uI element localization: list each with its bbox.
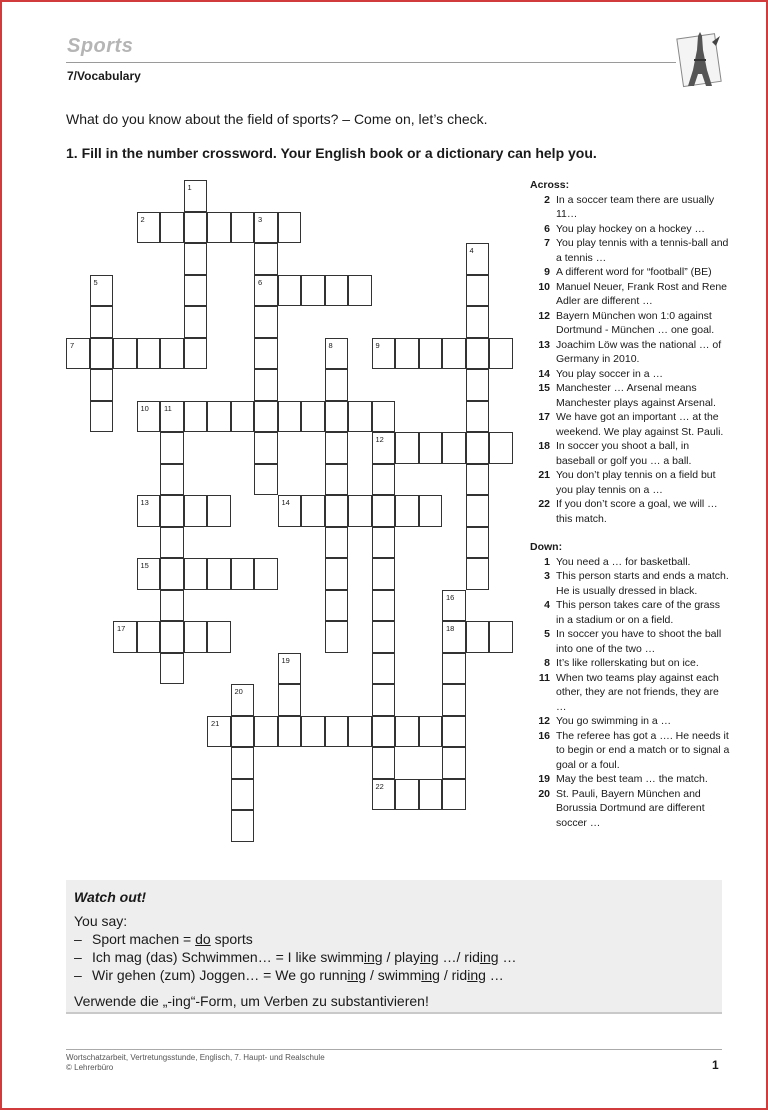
crossword-cell[interactable]: [160, 212, 184, 244]
crossword-cell[interactable]: [113, 338, 137, 370]
clue-number: 6: [258, 277, 263, 287]
clue-number: 9: [375, 340, 380, 350]
crossword-cell[interactable]: [442, 621, 466, 653]
clue-number: 8: [544, 657, 550, 669]
clue-number: 11: [164, 403, 172, 413]
crossword-cell[interactable]: [466, 558, 490, 590]
crossword-cell[interactable]: [442, 716, 466, 748]
across-clue: [530, 338, 730, 367]
clue-number: 12: [375, 435, 384, 444]
crossword-cell[interactable]: [301, 401, 325, 433]
crossword-cell[interactable]: [372, 432, 396, 464]
crossword-cell[interactable]: [419, 338, 443, 370]
crossword-cell[interactable]: [466, 432, 490, 464]
crossword-cell[interactable]: [466, 464, 490, 496]
across-clue: [530, 468, 730, 497]
clue-text: The referee has got a …. He needs it to begin or end a match or to signal a goal or a foul.: [556, 729, 730, 771]
crossword-cell[interactable]: [442, 653, 466, 685]
clue-text: St. Pauli, Bayern München and Borussia Dortmund are different soccer …: [556, 787, 705, 829]
across-clue: [530, 309, 730, 338]
crossword-cell[interactable]: [325, 401, 349, 433]
crossword-cell[interactable]: [184, 306, 208, 338]
crossword-cell[interactable]: [137, 401, 161, 433]
crossword-cell[interactable]: [254, 275, 278, 307]
across-clue: [530, 381, 730, 410]
crossword-cell[interactable]: [325, 338, 349, 370]
clue-text: In soccer you shoot a ball, in baseball or golf you … a ball.: [556, 440, 692, 467]
header-divider: [66, 62, 676, 63]
crossword-cell[interactable]: [184, 495, 208, 527]
crossword-cell[interactable]: [466, 275, 490, 307]
crossword-cell[interactable]: [90, 275, 114, 307]
crossword-cell[interactable]: [325, 369, 349, 401]
crossword-cell[interactable]: [254, 716, 278, 748]
crossword-cell[interactable]: [278, 684, 302, 716]
footer-divider: [66, 1049, 722, 1050]
crossword-cell[interactable]: [231, 212, 255, 244]
across-clue: [530, 193, 730, 222]
down-clue: [530, 772, 730, 787]
crossword-cell[interactable]: [254, 464, 278, 496]
crossword-cell[interactable]: [254, 369, 278, 401]
crossword-cell[interactable]: [90, 338, 114, 370]
crossword-cell[interactable]: [160, 527, 184, 559]
watch-line-1: – Sport machen = do sports: [74, 931, 253, 947]
crossword-cell[interactable]: [278, 401, 302, 433]
page-number: 1: [712, 1058, 719, 1072]
across-clue: [530, 280, 730, 309]
clue-number: 10: [538, 280, 550, 293]
crossword-cell[interactable]: [372, 747, 396, 779]
footer-credits: [66, 1053, 325, 1073]
crossword-cell[interactable]: [442, 779, 466, 811]
clue-number: 18: [446, 624, 455, 633]
crossword-cell[interactable]: [278, 495, 302, 527]
crossword-cell[interactable]: [372, 653, 396, 685]
crossword-cell[interactable]: [395, 338, 419, 370]
clue-number: 1: [544, 555, 550, 568]
crossword-cell[interactable]: [442, 747, 466, 779]
crossword-cell[interactable]: [184, 180, 208, 212]
across-clues: [530, 193, 730, 527]
clue-number: 10: [140, 403, 149, 413]
clue-number: 22: [375, 781, 384, 791]
down-clues: [530, 555, 730, 831]
down-clue: [530, 714, 730, 729]
crossword-cell[interactable]: [160, 621, 184, 653]
crossword-cell[interactable]: [137, 338, 161, 370]
crossword-cell[interactable]: [325, 590, 349, 622]
crossword-cell[interactable]: [419, 716, 443, 748]
across-clue: [530, 222, 730, 237]
crossword-cell[interactable]: [160, 338, 184, 370]
clue-text: This person takes care of the grass in a stadium or on a field.: [556, 599, 720, 626]
crossword-cell[interactable]: [442, 338, 466, 370]
clue-number: 16: [538, 729, 550, 742]
crossword-cell[interactable]: [184, 243, 208, 275]
crossword-cell[interactable]: [278, 716, 302, 748]
crossword-cell[interactable]: [184, 401, 208, 433]
crossword-cell[interactable]: [372, 621, 396, 653]
across-heading: Across:: [530, 179, 570, 191]
crossword-cell[interactable]: [160, 464, 184, 496]
crossword-cell[interactable]: [466, 621, 490, 653]
clue-number: 2: [544, 193, 550, 206]
crossword-cell[interactable]: [231, 684, 255, 716]
crossword-cell[interactable]: [372, 495, 396, 527]
clue-number: 4: [469, 246, 474, 255]
crossword-cell[interactable]: [348, 275, 372, 307]
clue-text: In a soccer team there are usually 11…: [556, 193, 715, 220]
across-clue: [530, 236, 730, 265]
clue-text: It’s like rollerskating but on ice.: [556, 657, 699, 669]
crossword-cell[interactable]: [231, 558, 255, 590]
crossword-cell[interactable]: [466, 306, 490, 338]
task-instruction: 1. Fill in the number crossword. Your English book or a dictionary can help you.: [66, 145, 597, 161]
crossword-cell[interactable]: [231, 401, 255, 433]
crossword-cell[interactable]: [207, 495, 231, 527]
crossword-cell[interactable]: [278, 653, 302, 685]
clue-number: 7: [544, 237, 550, 249]
clue-text: When two teams play against each other, they are not friends, they are …: [556, 671, 719, 713]
clue-text: We have got an important … at the weekend. We play against St. Pauli.: [556, 411, 724, 438]
crossword-cell[interactable]: [489, 621, 513, 653]
crossword-cell[interactable]: [325, 275, 349, 307]
clue-number: 5: [93, 277, 98, 287]
clue-number: 18: [538, 440, 550, 452]
clue-number: 8: [328, 340, 333, 350]
across-clue: [530, 265, 730, 280]
crossword-cell[interactable]: [325, 495, 349, 527]
clue-number: 20: [538, 787, 550, 800]
crossword-cell[interactable]: [207, 212, 231, 244]
crossword-cell[interactable]: [160, 653, 184, 685]
clue-text: Manchester … Arsenal means Manchester plays against Arsenal.: [556, 382, 716, 409]
crossword-cell[interactable]: [466, 369, 490, 401]
clue-text: If you don’t score a goal, we will … this match.: [556, 498, 718, 525]
crossword-cell[interactable]: [348, 401, 372, 433]
clue-number: 13: [140, 498, 149, 507]
crossword-cell[interactable]: [254, 338, 278, 370]
crossword-cell[interactable]: [325, 716, 349, 748]
watch-line-3: – Wir gehen (zum) Joggen… = We go running / swimming / riding …: [74, 967, 504, 983]
crossword-cell[interactable]: [207, 558, 231, 590]
clue-number: 17: [117, 624, 126, 633]
crossword-cell[interactable]: [231, 747, 255, 779]
clue-text: You don’t play tennis on a field but you play tennis on a …: [556, 469, 716, 496]
clue-number: 15: [538, 382, 550, 394]
intro-question: What do you know about the field of sports? – Come on, let’s check.: [66, 111, 488, 127]
clue-number: 19: [538, 773, 550, 785]
clue-text: A different word for “football” (BE): [556, 266, 712, 278]
crossword-cell[interactable]: [395, 716, 419, 748]
clue-number: 11: [538, 671, 550, 684]
crossword-cell[interactable]: [419, 779, 443, 811]
clue-number: 17: [538, 411, 550, 423]
page-title: Sports: [67, 35, 134, 57]
down-clue: [530, 656, 730, 671]
footer-line-2: © Lehrerbüro: [66, 1063, 114, 1072]
crossword-cell[interactable]: [466, 338, 490, 370]
crossword-cell[interactable]: [184, 275, 208, 307]
crossword-cell[interactable]: [348, 716, 372, 748]
crossword-cell[interactable]: [160, 495, 184, 527]
crossword-cell[interactable]: [466, 243, 490, 275]
down-heading: Down:: [530, 541, 563, 553]
watch-out-title: Watch out!: [74, 889, 147, 905]
crossword-cell[interactable]: [254, 558, 278, 590]
down-clue: [530, 787, 730, 831]
down-clue: [530, 729, 730, 773]
crossword-cell[interactable]: [489, 338, 513, 370]
clue-text: This person starts and ends a match. He is usually dressed in black.: [556, 570, 729, 597]
crossword-cell[interactable]: [442, 684, 466, 716]
crossword-cell[interactable]: [278, 275, 302, 307]
crossword-cell[interactable]: [372, 779, 396, 811]
crossword-cell[interactable]: [254, 432, 278, 464]
watch-rule: Verwende die „-ing“-Form, um Verben zu substantivieren!: [74, 993, 429, 1009]
across-clue: [530, 367, 730, 382]
across-clue: [530, 439, 730, 468]
crossword-cell[interactable]: [372, 684, 396, 716]
crossword-cell[interactable]: [372, 590, 396, 622]
clue-number: 16: [446, 592, 455, 602]
crossword-cell[interactable]: [113, 621, 137, 653]
crossword-cell[interactable]: [90, 401, 114, 433]
crossword-cell[interactable]: [184, 558, 208, 590]
clue-number: 7: [70, 340, 75, 350]
clue-number: 21: [211, 718, 220, 728]
down-clue: [530, 671, 730, 715]
clue-number: 2: [140, 214, 145, 224]
clue-text: You play tennis with a tennis-ball and a tennis …: [556, 237, 729, 264]
clue-text: You go swimming in a …: [556, 715, 672, 727]
crossword-cell[interactable]: [254, 212, 278, 244]
crossword-cell[interactable]: [137, 621, 161, 653]
crossword-cell[interactable]: [419, 495, 443, 527]
crossword-cell[interactable]: [466, 495, 490, 527]
clue-number: 20: [234, 687, 243, 696]
crossword-cell[interactable]: [372, 716, 396, 748]
crossword-cell[interactable]: [419, 432, 443, 464]
crossword-cell[interactable]: [372, 527, 396, 559]
watch-you-say: You say:: [74, 913, 128, 929]
crossword-cell[interactable]: [301, 275, 325, 307]
clue-number: 14: [281, 498, 290, 507]
crossword-cell[interactable]: [184, 338, 208, 370]
clue-number: 19: [281, 655, 290, 665]
clue-number: 6: [544, 222, 550, 235]
eiffel-tower-logo: [676, 30, 724, 92]
clue-text: Joachim Löw was the national … of Germany in 2010.: [556, 338, 722, 365]
clue-number: 5: [544, 628, 550, 640]
crossword-cell[interactable]: [66, 338, 90, 370]
crossword-cell[interactable]: [137, 558, 161, 590]
down-clue: [530, 569, 730, 598]
crossword-cell[interactable]: [395, 779, 419, 811]
clue-text: Manuel Neuer, Frank Rost and Rene Adler are different …: [556, 280, 728, 307]
crossword-cell[interactable]: [231, 779, 255, 811]
clue-number: 13: [538, 338, 550, 351]
crossword-cell[interactable]: [231, 716, 255, 748]
crossword-cell[interactable]: [372, 338, 396, 370]
clue-number: 12: [538, 309, 550, 322]
clue-number: 12: [538, 715, 550, 727]
crossword-cell[interactable]: [254, 401, 278, 433]
clue-number: 9: [544, 266, 550, 278]
clue-text: You play hockey on a hockey …: [556, 222, 706, 235]
crossword-cell[interactable]: [395, 495, 419, 527]
crossword-cell[interactable]: [325, 464, 349, 496]
clue-number: 3: [258, 214, 263, 224]
crossword-cell[interactable]: [325, 527, 349, 559]
crossword-cell[interactable]: [372, 464, 396, 496]
clue-number: 4: [544, 599, 550, 611]
clue-number: 15: [140, 561, 149, 570]
clue-text: You play soccer in a …: [556, 367, 664, 380]
crossword-cell[interactable]: [137, 212, 161, 244]
clue-number: 21: [538, 469, 550, 481]
crossword-cell[interactable]: [325, 432, 349, 464]
clue-number: 22: [538, 498, 550, 510]
crossword-cell[interactable]: [278, 212, 302, 244]
crossword-cell[interactable]: [184, 621, 208, 653]
clue-text: You need a … for basketball.: [556, 555, 691, 568]
clue-text: In soccer you have to shoot the ball into one of the two …: [556, 628, 722, 655]
crossword-cell[interactable]: [207, 401, 231, 433]
down-clue: [530, 598, 730, 627]
watch-out-box: [66, 880, 722, 1014]
crossword-cell[interactable]: [207, 621, 231, 653]
clue-text: Bayern München won 1:0 against Dortmund - München … one goal.: [556, 309, 715, 336]
crossword-cell[interactable]: [442, 432, 466, 464]
crossword-cell[interactable]: [207, 716, 231, 748]
clue-number: 3: [544, 570, 550, 582]
across-clue: [530, 497, 730, 526]
footer-line-1: Wortschatzarbeit, Vertretungsstunde, Englisch, 7. Haupt- und Realschule: [66, 1053, 325, 1062]
across-clue: [530, 410, 730, 439]
crossword-cell[interactable]: [489, 432, 513, 464]
clue-text: May the best team … the match.: [556, 773, 708, 785]
crossword-cell[interactable]: [395, 432, 419, 464]
page-subtitle: 7/Vocabulary: [67, 69, 141, 83]
crossword-cell[interactable]: [348, 495, 372, 527]
down-clue: [530, 555, 730, 570]
crossword-cell[interactable]: [160, 558, 184, 590]
crossword-cell[interactable]: [301, 716, 325, 748]
crossword-cell[interactable]: [184, 212, 208, 244]
clue-number: 1: [187, 183, 192, 192]
crossword-cell[interactable]: [160, 432, 184, 464]
crossword-cell[interactable]: [325, 621, 349, 653]
crossword-cell[interactable]: [231, 810, 255, 842]
clue-list: [530, 178, 730, 830]
crossword-cell[interactable]: [160, 590, 184, 622]
crossword-cell[interactable]: [254, 243, 278, 275]
crossword-cell[interactable]: [160, 401, 184, 433]
crossword-cell[interactable]: [90, 369, 114, 401]
crossword-cell[interactable]: [137, 495, 161, 527]
crossword-cell[interactable]: [301, 495, 325, 527]
down-clue: [530, 627, 730, 656]
watch-line-2: – Ich mag (das) Schwimmen… = I like swimming / playing …/ riding …: [74, 949, 517, 965]
crossword-cell[interactable]: [90, 306, 114, 338]
crossword-cell[interactable]: [254, 306, 278, 338]
crossword-cell[interactable]: [372, 558, 396, 590]
crossword-cell[interactable]: [325, 558, 349, 590]
crossword-cell[interactable]: [442, 590, 466, 622]
crossword-cell[interactable]: [466, 527, 490, 559]
clue-number: 14: [538, 367, 550, 380]
crossword-cell[interactable]: [466, 401, 490, 433]
crossword-cell[interactable]: [372, 401, 396, 433]
